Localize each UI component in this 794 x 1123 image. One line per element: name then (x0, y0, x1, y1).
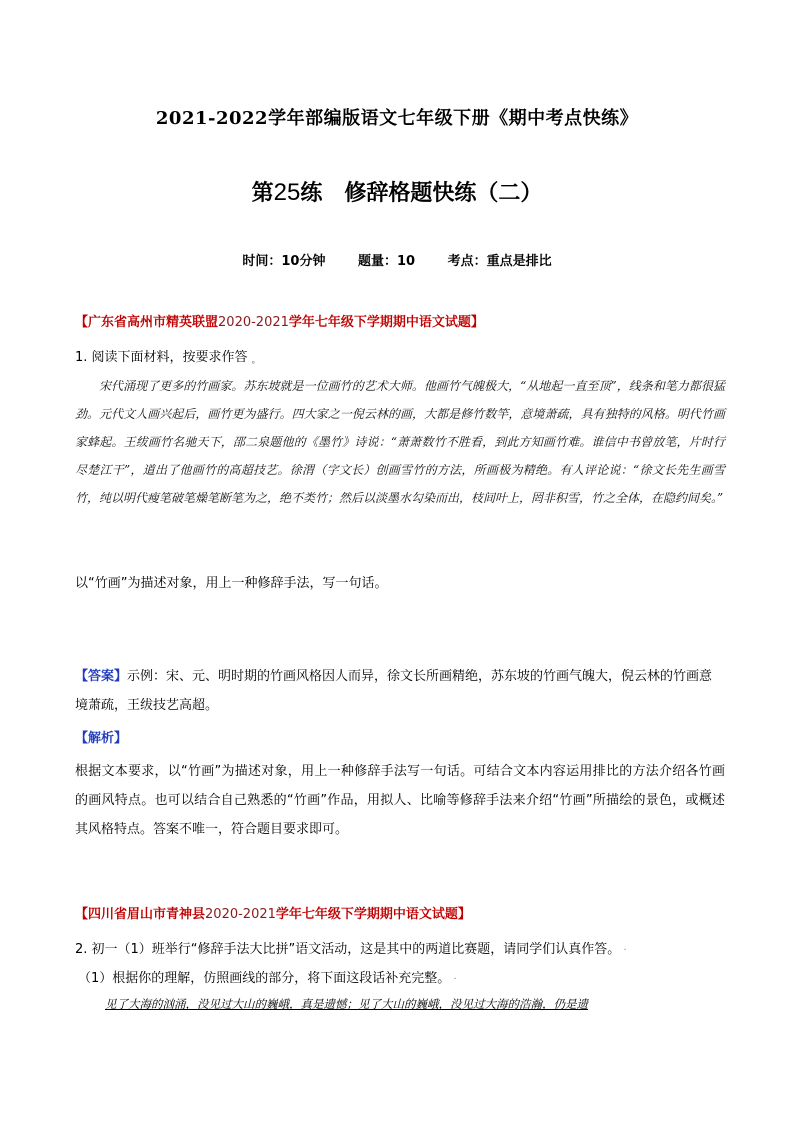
q1-passage-text: 宋代涌现了更多的竹画家。苏东坡就是一位画竹的艺术大师。他画竹气魄极大，“从地起一直至顶”，线条和笔力都很猛劲。元代文人画兴起后，画竹更为盛行。四大家之一倪云林的画，大都是修竹数竿，意境萧疏，具有独特的风格。明代竹画家蜂起。王绂画竹名驰天下，邵二泉题他的《墨竹》诗说：“萧萧数竹不胜看，到此方知画竹难。谁信中书曾放笔，片时行尽楚江干”，道出了他画竹的高超技艺。徐渭（字文长）创画雪竹的方法，所画极为精绝。有人评论说：“徐文长先生画雪竹，纯以明代瘦笔破笔燥笔断笔为之，绝不类竹；然后以淡墨水勾染而出，枝间叶上，罔非积雪，竹之全体，在隐约间矣。” (75, 379, 725, 505)
meta-point: 考点：重点是排比 (447, 254, 552, 269)
q2-source-rest: 学年七年级下学期期中语文试题 (275, 907, 458, 922)
paragraph-mark-icon: ˳ (247, 353, 256, 364)
answer-text: 示例：宋、元、明时期的竹画风格因人而异，徐文长所画精绝，苏东坡的竹画气魄大，倪云林的竹画意境萧疏，王绂技艺高超。 (75, 669, 713, 713)
q2-sub1 (78, 967, 728, 986)
lesson-prefix: 第 (251, 180, 274, 206)
q1-answer (75, 662, 725, 720)
q2-stem (75, 938, 735, 957)
q1-analysis-heading (75, 727, 127, 746)
q2-underlined-passage: 见了大海的汹涌，没见过大山的巍峨，真是遗憾；见了大山的巍峨，没见过大海的浩瀚，仍是遗 (105, 997, 588, 1011)
q1-source-year: 2020-2021 (218, 315, 289, 330)
q1-source-open: 【 (75, 315, 89, 330)
q1-task: 以“竹画”为描述对象，用上一种修辞手法，写一句话。 (75, 576, 388, 591)
lesson-number: 25 (273, 179, 301, 206)
q2-source (75, 903, 471, 922)
paragraph-mark-icon: · (450, 974, 457, 985)
q2-source-place: 四川省眉山市青神县 (88, 907, 206, 922)
q1-source (75, 311, 484, 330)
q1-analysis: 根据文本要求，以“竹画”为描述对象，用上一种修辞手法写一句话。可结合文本内容运用排比的方法介绍各竹画的画风特点。也可以结合自己熟悉的“竹画”作品，用拟人、比喻等修辞手法来介绍“竹画”所描绘的景色，或概述其风格特点。答案不唯一，符合题目要求即可。 (75, 764, 725, 837)
q2-sub1-text: （1）根据你的理解，仿照画线的部分，将下面这段话补充完整。 (78, 971, 451, 986)
q1-stem-text: 1. 阅读下面材料，按要求作答 (75, 350, 248, 365)
analysis-tag: 【解析】 (75, 731, 128, 746)
q2-source-open: 【 (75, 907, 89, 922)
lesson-suffix: 练 (300, 180, 323, 206)
meta-time: 时间：10分钟 (242, 254, 326, 269)
q1-stem (75, 346, 725, 365)
q2-source-close: 】 (457, 907, 471, 922)
q1-passage (75, 372, 725, 512)
paragraph-mark-icon: · (620, 945, 627, 956)
q1-source-close: 】 (470, 315, 484, 330)
q2-stem-text: 2. 初一（1）班举行“修辞手法大比拼”语文活动，这是其中的两道比赛题，请同学们认真作答。 (75, 942, 621, 957)
lesson-meta (0, 250, 794, 269)
lesson-title (0, 176, 794, 207)
q1-source-rest: 学年七年级下学期期中语文试题 (288, 315, 471, 330)
document-title: 2021-2022学年部编版语文七年级下册《期中考点快练》 (155, 108, 639, 129)
q2-source-year: 2020-2021 (205, 907, 276, 922)
lesson-name: 修辞格题快练（二） (344, 180, 543, 206)
meta-count: 题量：10 (357, 254, 416, 269)
q1-source-place: 广东省高州市精英联盟 (88, 315, 219, 330)
answer-tag: 【答案】 (75, 669, 128, 684)
